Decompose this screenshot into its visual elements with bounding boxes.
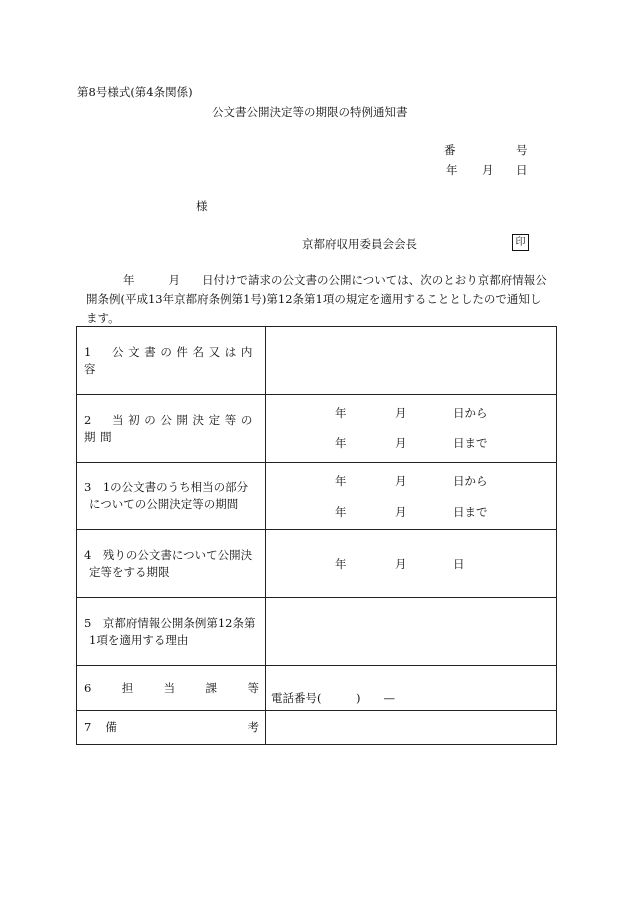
value-cell [266, 666, 557, 711]
row-3-label-1: 3 1の公文書のうち相当の部分 [84, 480, 249, 494]
row-7-char-2: 考 [247, 720, 259, 734]
row-2-to-month: 月 [395, 436, 407, 450]
body-line-1 [90, 271, 556, 290]
row-6-num: 6 [84, 680, 92, 695]
row-4-label-2: 定等をする期限 [89, 564, 170, 579]
value-cell [266, 463, 557, 530]
row-3-to-day: 日まで [453, 505, 488, 519]
table-row [77, 666, 557, 711]
row-2-label: 2 当初の公開決定等の期間 [84, 412, 257, 444]
sender-name: 京都府収用委員会会長 [302, 237, 417, 251]
row-7-num: 7 [84, 720, 92, 734]
table-row [77, 711, 557, 745]
table-row [77, 598, 557, 666]
value-cell [266, 711, 557, 745]
body-line-1-rest: 日付けで請求の公文書の公開については、次のとおり京都府情報公 [202, 273, 547, 287]
row-3-label-2: についての公開決定等の期間 [89, 497, 239, 511]
notice-table [76, 326, 557, 745]
row-6-label [77, 680, 265, 697]
row-6-char-1: 担 [121, 680, 134, 695]
row-6-char-4: 等 [247, 680, 259, 695]
row-2-from-month: 月 [395, 406, 407, 420]
document-title: 公文書公開決定等の期限の特例通知書 [212, 105, 408, 119]
label-cell [77, 711, 266, 745]
row-2-to-day: 日まで [453, 436, 488, 450]
row-1-label: 1 公文書の件名又は内容 [84, 344, 257, 376]
row-7-char-1: 備 [105, 720, 117, 734]
row-4-month: 月 [395, 557, 407, 571]
doc-number-label: 番 [444, 143, 456, 157]
row-6-char-3: 課 [205, 680, 218, 695]
value-cell [266, 530, 557, 598]
label-cell [77, 463, 266, 530]
body-year: 年 [123, 273, 135, 287]
doc-number-suffix: 号 [516, 143, 528, 157]
row-5-label-1: 5 京都府情報公開条例第12条第 [84, 615, 256, 630]
label-cell [77, 395, 266, 463]
body-text [86, 271, 556, 328]
row-4-label-1: 4 残りの公文書について公開決 [84, 547, 253, 562]
date-month: 月 [482, 163, 494, 177]
seal-mark: 印 [512, 234, 529, 251]
date-year: 年 [446, 163, 458, 177]
label-cell [77, 666, 266, 711]
addressee-honorific: 様 [196, 199, 208, 213]
row-6-char-2: 当 [163, 680, 176, 695]
row-3-from-day: 日から [453, 474, 488, 488]
row-4-day: 日 [453, 557, 465, 571]
value-cell [266, 598, 557, 666]
row-2-from-year: 年 [335, 406, 347, 420]
table-row [77, 395, 557, 463]
phone-number-field: 電話番号( ) — [271, 691, 395, 705]
row-4-year: 年 [335, 557, 347, 571]
row-7-label [77, 719, 265, 736]
body-month: 月 [168, 273, 180, 287]
row-3-to-month: 月 [395, 505, 407, 519]
value-cell [266, 327, 557, 395]
body-line-3: ます。 [86, 311, 120, 325]
form-number: 第8号様式(第4条関係) [77, 85, 193, 99]
table-row [77, 327, 557, 395]
body-line-2: 開条例(平成13年京都府条例第1号)第12条第1項の規定を適用することとしたので通知し [86, 292, 542, 306]
row-2-to-year: 年 [335, 436, 347, 450]
row-3-from-year: 年 [335, 474, 347, 488]
row-3-to-year: 年 [335, 505, 347, 519]
row-3-from-month: 月 [395, 474, 407, 488]
table-row [77, 530, 557, 598]
label-cell [77, 327, 266, 395]
table-row [77, 463, 557, 530]
label-cell [77, 530, 266, 598]
row-5-label-2: 1項を適用する理由 [89, 632, 189, 647]
value-cell [266, 395, 557, 463]
date-day: 日 [516, 163, 528, 177]
label-cell [77, 598, 266, 666]
row-2-from-day: 日から [453, 406, 488, 420]
